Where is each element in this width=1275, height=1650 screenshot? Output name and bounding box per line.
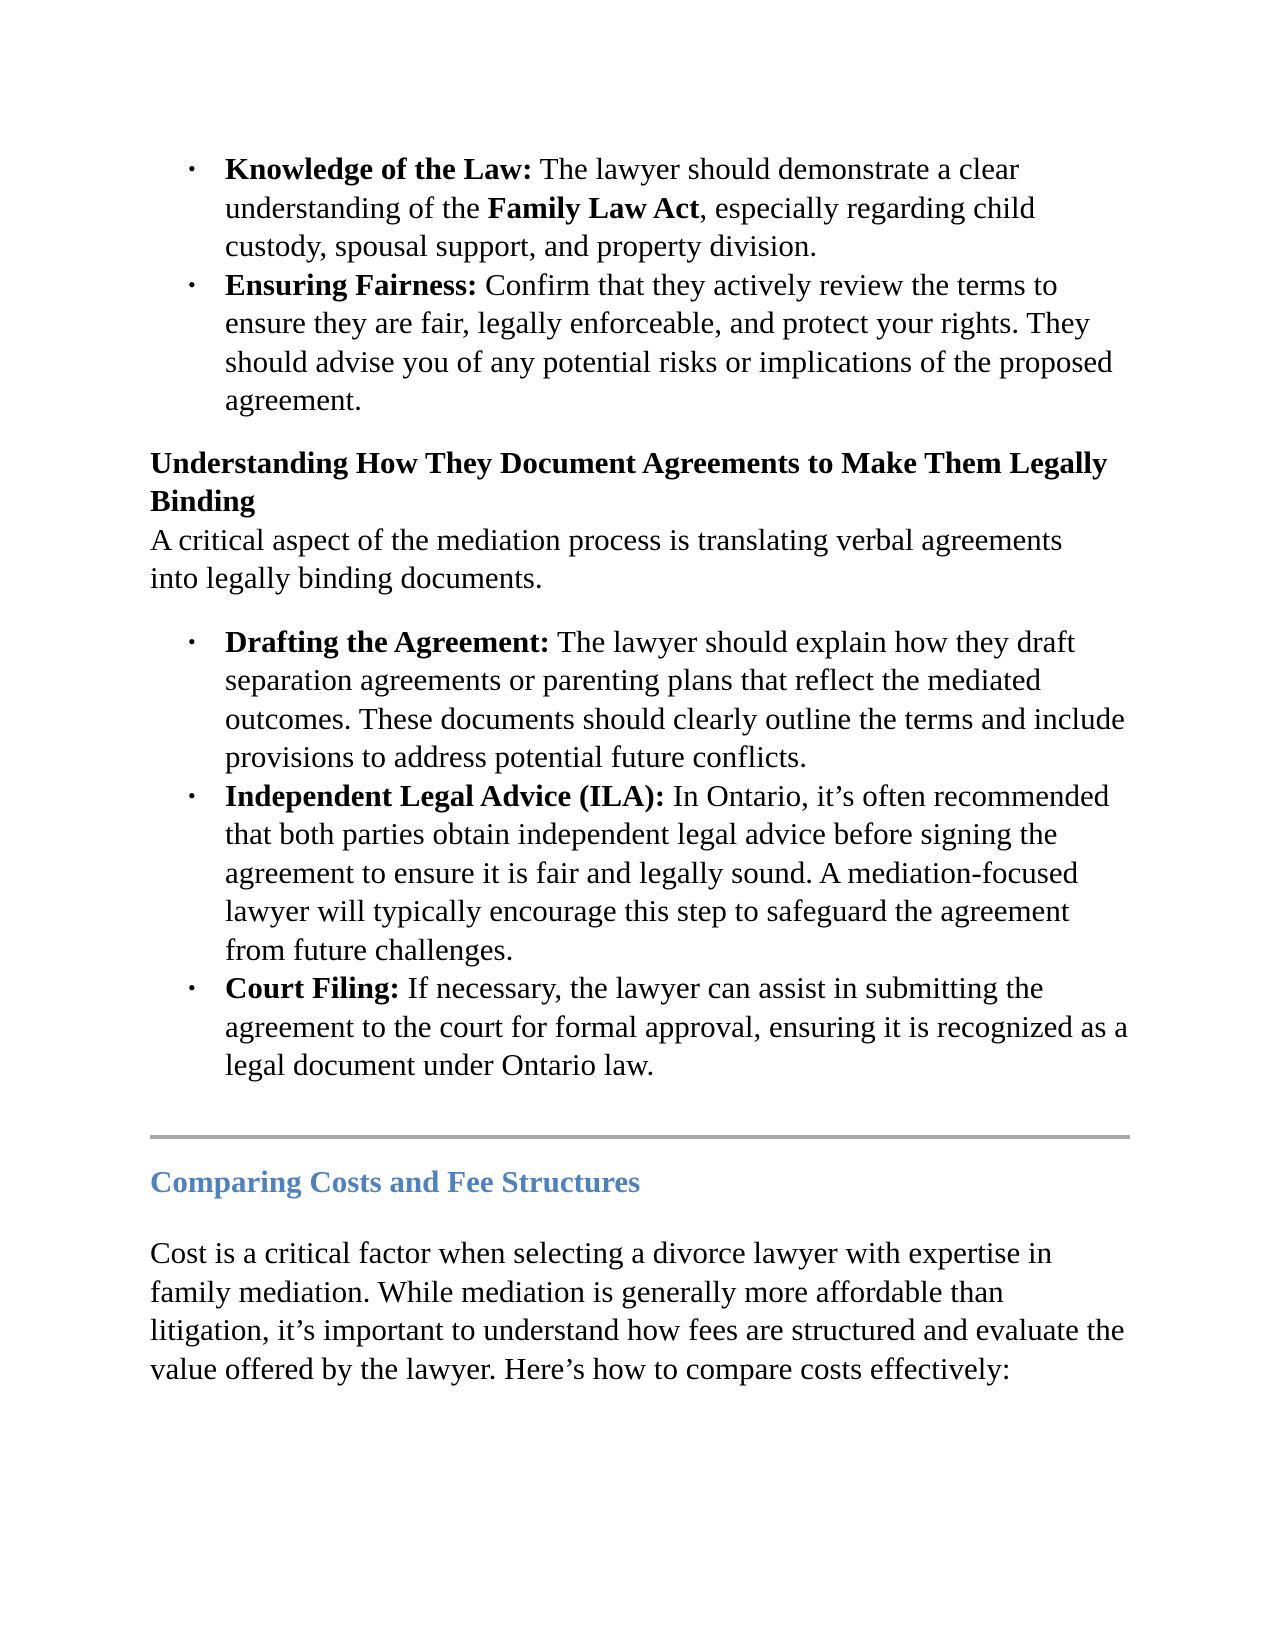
list-item (150, 969, 1130, 1085)
body-paragraph: Cost is a critical factor when selecting a divorce lawyer with expertise in family mediation. While mediation is generally more affordable than litigation, it’s important to understand how fees are structured and evaluate the value offered by the lawyer. Here’s how to compare costs effectively: (150, 1235, 1125, 1386)
bullet-term: Independent Legal Advice (ILA): (225, 777, 666, 813)
section-heading: Understanding How They Document Agreements to Make Them Legally Binding (150, 444, 1108, 518)
bold-inline-text: Family Law Act (487, 189, 700, 225)
bullet-text: The lawyer should explain how they draft separation agreements or parenting plans that reflect the mediated outcomes. These documents should clearly outline the terms and include provisions to address potential future conflicts. (225, 623, 1125, 774)
document-page (150, 150, 1130, 1388)
bullet-text: In Ontario, it’s often recommended that both parties obtain independent legal advice before signing the agreement to ensure it is fair and legally sound. A mediation-focused lawyer will typically encourage this step to safeguard the agreement from future challenges. (225, 777, 1110, 967)
bullet-glyph: • (188, 156, 196, 181)
section-heading-blue: Comparing Costs and Fee Structures (150, 1163, 641, 1199)
bullet-term: Knowledge of the Law: (225, 151, 533, 186)
bullet-list-top (150, 150, 1130, 420)
list-item (150, 150, 1130, 266)
bullet-glyph: • (188, 271, 196, 297)
list-item (150, 266, 1130, 420)
list-item (150, 623, 1130, 777)
bullet-glyph: • (188, 628, 196, 654)
bullet-term: Ensuring Fairness: (225, 266, 478, 302)
bullet-term: Drafting the Agreement: (225, 623, 550, 659)
bullet-glyph: • (188, 782, 196, 808)
section-intro: A critical aspect of the mediation process is translating verbal agreements into legally binding documents. (150, 521, 1063, 595)
bullet-text: , especially regarding child custody, spousal support, and property division. (225, 189, 1036, 263)
list-item (150, 777, 1130, 970)
bullet-text: Confirm that they actively review the terms to ensure they are fair, legally enforceable, and protect your rights. They should advise you of any potential risks or implications of the proposed agreement. (225, 266, 1113, 417)
bullet-text: If necessary, the lawyer can assist in submitting the agreement to the court for formal approval, ensuring it is recognized as a legal document under Ontario law. (225, 970, 1128, 1082)
bullet-text: The lawyer should demonstrate a clear understanding of the (225, 151, 1020, 225)
bullet-list-mid (150, 623, 1130, 1085)
bullet-glyph: • (188, 975, 196, 1000)
bullet-term: Court Filing: (225, 970, 400, 1005)
